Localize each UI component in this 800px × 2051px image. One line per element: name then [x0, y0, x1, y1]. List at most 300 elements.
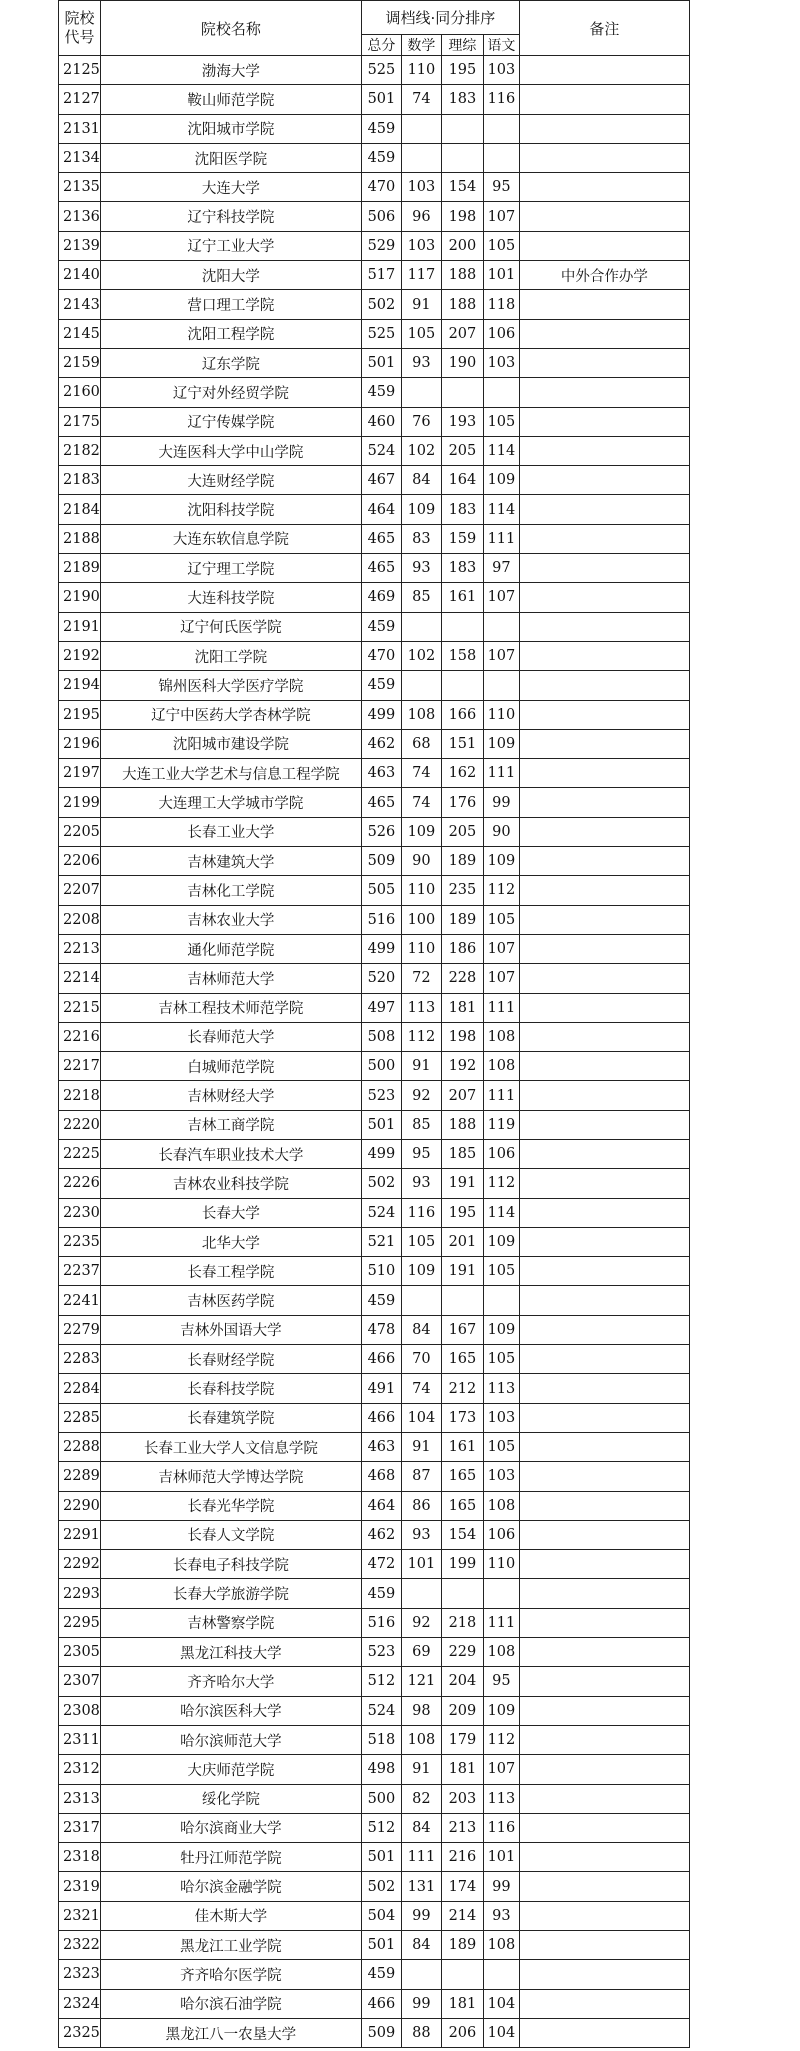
table-row	[59, 231, 690, 260]
table-row	[59, 964, 690, 993]
table-row	[59, 1169, 690, 1198]
score-table-container	[58, 0, 690, 2048]
header-score-group: 调档线·同分排序	[361, 1, 519, 35]
cell-chinese: 118	[483, 290, 519, 319]
cell-science: 190	[441, 348, 483, 377]
cell-math: 86	[401, 1491, 441, 1520]
table-row	[59, 1872, 690, 1901]
cell-math: 92	[401, 1608, 441, 1637]
table-row	[59, 1813, 690, 1842]
cell-chinese: 114	[483, 495, 519, 524]
cell-math: 131	[401, 1872, 441, 1901]
cell-total: 472	[361, 1550, 401, 1579]
table-row	[59, 905, 690, 934]
cell-total: 501	[361, 1110, 401, 1139]
cell-total: 501	[361, 1843, 401, 1872]
cell-total: 466	[361, 1403, 401, 1432]
table-row	[59, 348, 690, 377]
cell-chinese: 113	[483, 1784, 519, 1813]
header-total: 总分	[361, 35, 401, 56]
cell-science: 183	[441, 85, 483, 114]
cell-total: 525	[361, 56, 401, 85]
cell-chinese: 106	[483, 319, 519, 348]
cell-chinese: 97	[483, 554, 519, 583]
cell-chinese: 95	[483, 173, 519, 202]
cell-total: 462	[361, 1520, 401, 1549]
cell-total: 509	[361, 2018, 401, 2047]
cell-math: 110	[401, 56, 441, 85]
cell-math: 103	[401, 231, 441, 260]
cell-math: 82	[401, 1784, 441, 1813]
cell-school-code: 2216	[59, 1022, 101, 1051]
cell-chinese: 107	[483, 583, 519, 612]
cell-total: 508	[361, 1022, 401, 1051]
cell-science: 216	[441, 1843, 483, 1872]
table-row	[59, 1491, 690, 1520]
cell-note	[519, 759, 689, 788]
table-row	[59, 495, 690, 524]
cell-school-code: 2197	[59, 759, 101, 788]
cell-note	[519, 1755, 689, 1784]
cell-note	[519, 1286, 689, 1315]
cell-math	[401, 1579, 441, 1608]
cell-note	[519, 1579, 689, 1608]
cell-note	[519, 495, 689, 524]
cell-chinese: 105	[483, 407, 519, 436]
cell-total: 459	[361, 671, 401, 700]
cell-total: 516	[361, 1608, 401, 1637]
cell-note	[519, 436, 689, 465]
cell-math	[401, 143, 441, 172]
cell-math: 111	[401, 1843, 441, 1872]
cell-school-code: 2143	[59, 290, 101, 319]
cell-total: 497	[361, 993, 401, 1022]
cell-school-code: 2215	[59, 993, 101, 1022]
cell-school-code: 2139	[59, 231, 101, 260]
cell-school-code: 2213	[59, 934, 101, 963]
cell-note	[519, 1725, 689, 1754]
cell-chinese: 104	[483, 2018, 519, 2047]
cell-school-name: 长春光华学院	[100, 1491, 361, 1520]
cell-note	[519, 1550, 689, 1579]
cell-note	[519, 231, 689, 260]
table-row	[59, 524, 690, 553]
cell-chinese: 119	[483, 1110, 519, 1139]
cell-math	[401, 378, 441, 407]
cell-math: 121	[401, 1667, 441, 1696]
cell-science: 195	[441, 1198, 483, 1227]
cell-science: 167	[441, 1315, 483, 1344]
cell-science: 214	[441, 1901, 483, 1930]
cell-school-name: 沈阳城市学院	[100, 114, 361, 143]
cell-science: 195	[441, 56, 483, 85]
table-row	[59, 554, 690, 583]
cell-chinese: 105	[483, 905, 519, 934]
cell-science: 188	[441, 1110, 483, 1139]
cell-total: 523	[361, 1638, 401, 1667]
table-row	[59, 847, 690, 876]
cell-school-name: 沈阳工程学院	[100, 319, 361, 348]
cell-school-code: 2241	[59, 1286, 101, 1315]
cell-chinese: 104	[483, 1989, 519, 2018]
cell-science: 186	[441, 934, 483, 963]
cell-school-code: 2237	[59, 1257, 101, 1286]
cell-school-name: 大连财经学院	[100, 466, 361, 495]
cell-school-code: 2307	[59, 1667, 101, 1696]
cell-school-code: 2317	[59, 1813, 101, 1842]
cell-total: 466	[361, 1345, 401, 1374]
cell-chinese: 108	[483, 1638, 519, 1667]
cell-total: 501	[361, 1931, 401, 1960]
cell-school-code: 2136	[59, 202, 101, 231]
cell-science	[441, 378, 483, 407]
cell-note	[519, 143, 689, 172]
cell-school-name: 沈阳科技学院	[100, 495, 361, 524]
cell-school-name: 营口理工学院	[100, 290, 361, 319]
cell-school-name: 长春工业大学人文信息学院	[100, 1432, 361, 1461]
cell-school-code: 2159	[59, 348, 101, 377]
cell-school-name: 长春人文学院	[100, 1520, 361, 1549]
cell-note	[519, 876, 689, 905]
cell-math: 117	[401, 261, 441, 290]
cell-science	[441, 1286, 483, 1315]
cell-school-code: 2194	[59, 671, 101, 700]
cell-total: 529	[361, 231, 401, 260]
cell-math: 108	[401, 700, 441, 729]
cell-note	[519, 788, 689, 817]
cell-note	[519, 729, 689, 758]
cell-chinese: 106	[483, 1139, 519, 1168]
cell-chinese: 106	[483, 1520, 519, 1549]
table-row	[59, 1374, 690, 1403]
cell-note	[519, 641, 689, 670]
cell-note	[519, 1139, 689, 1168]
cell-total: 504	[361, 1901, 401, 1930]
table-row	[59, 641, 690, 670]
cell-science: 179	[441, 1725, 483, 1754]
header-note: 备注	[519, 1, 689, 56]
cell-science: 151	[441, 729, 483, 758]
cell-science	[441, 1960, 483, 1989]
cell-total: 526	[361, 817, 401, 846]
cell-note	[519, 1813, 689, 1842]
cell-school-name: 吉林农业科技学院	[100, 1169, 361, 1198]
cell-total: 469	[361, 583, 401, 612]
cell-school-code: 2293	[59, 1579, 101, 1608]
cell-chinese: 114	[483, 1198, 519, 1227]
cell-school-code: 2235	[59, 1227, 101, 1256]
cell-school-name: 大连大学	[100, 173, 361, 202]
cell-note	[519, 1432, 689, 1461]
cell-science: 192	[441, 1052, 483, 1081]
cell-math: 103	[401, 173, 441, 202]
cell-math: 95	[401, 1139, 441, 1168]
cell-school-name: 吉林医药学院	[100, 1286, 361, 1315]
cell-total: 464	[361, 1491, 401, 1520]
cell-school-name: 吉林农业大学	[100, 905, 361, 934]
cell-chinese: 111	[483, 1608, 519, 1637]
cell-school-name: 吉林警察学院	[100, 1608, 361, 1637]
cell-note	[519, 524, 689, 553]
cell-chinese: 111	[483, 1081, 519, 1110]
cell-note	[519, 202, 689, 231]
cell-chinese: 109	[483, 729, 519, 758]
cell-total: 499	[361, 934, 401, 963]
table-row	[59, 1843, 690, 1872]
table-body	[59, 56, 690, 2048]
cell-total: 463	[361, 759, 401, 788]
cell-chinese: 108	[483, 1491, 519, 1520]
table-row	[59, 1725, 690, 1754]
cell-note	[519, 173, 689, 202]
cell-science: 154	[441, 173, 483, 202]
cell-school-name: 北华大学	[100, 1227, 361, 1256]
cell-chinese: 105	[483, 1345, 519, 1374]
cell-science: 209	[441, 1696, 483, 1725]
cell-science: 200	[441, 231, 483, 260]
cell-school-code: 2199	[59, 788, 101, 817]
cell-chinese: 111	[483, 524, 519, 553]
cell-science: 229	[441, 1638, 483, 1667]
cell-total: 459	[361, 1286, 401, 1315]
cell-chinese: 93	[483, 1901, 519, 1930]
cell-note	[519, 114, 689, 143]
cell-school-name: 哈尔滨商业大学	[100, 1813, 361, 1842]
cell-school-code: 2125	[59, 56, 101, 85]
cell-chinese: 103	[483, 1403, 519, 1432]
cell-math	[401, 671, 441, 700]
cell-chinese: 95	[483, 1667, 519, 1696]
cell-science: 203	[441, 1784, 483, 1813]
header-science: 理综	[441, 35, 483, 56]
cell-math: 83	[401, 524, 441, 553]
cell-chinese: 107	[483, 1755, 519, 1784]
cell-note	[519, 319, 689, 348]
cell-school-code: 2225	[59, 1139, 101, 1168]
cell-math: 68	[401, 729, 441, 758]
cell-school-code: 2184	[59, 495, 101, 524]
cell-math: 113	[401, 993, 441, 1022]
table-row	[59, 759, 690, 788]
cell-math: 93	[401, 1520, 441, 1549]
cell-note	[519, 1022, 689, 1051]
cell-school-code: 2284	[59, 1374, 101, 1403]
cell-math: 98	[401, 1696, 441, 1725]
cell-school-name: 长春师范大学	[100, 1022, 361, 1051]
cell-school-code: 2140	[59, 261, 101, 290]
cell-school-name: 绥化学院	[100, 1784, 361, 1813]
cell-school-code: 2318	[59, 1843, 101, 1872]
cell-note	[519, 1638, 689, 1667]
table-row	[59, 466, 690, 495]
cell-school-code: 2312	[59, 1755, 101, 1784]
cell-math: 104	[401, 1403, 441, 1432]
cell-school-name: 齐齐哈尔大学	[100, 1667, 361, 1696]
cell-chinese	[483, 612, 519, 641]
cell-science	[441, 143, 483, 172]
cell-total: 524	[361, 436, 401, 465]
cell-math: 72	[401, 964, 441, 993]
cell-school-name: 吉林建筑大学	[100, 847, 361, 876]
cell-school-name: 哈尔滨师范大学	[100, 1725, 361, 1754]
cell-chinese: 107	[483, 964, 519, 993]
cell-chinese: 90	[483, 817, 519, 846]
cell-school-code: 2183	[59, 466, 101, 495]
cell-chinese: 105	[483, 231, 519, 260]
cell-total: 505	[361, 876, 401, 905]
cell-school-code: 2279	[59, 1315, 101, 1344]
table-row	[59, 1081, 690, 1110]
cell-chinese	[483, 671, 519, 700]
cell-school-code: 2305	[59, 1638, 101, 1667]
cell-science: 188	[441, 261, 483, 290]
cell-science: 198	[441, 202, 483, 231]
cell-chinese: 99	[483, 788, 519, 817]
cell-science: 218	[441, 1608, 483, 1637]
cell-total: 516	[361, 905, 401, 934]
cell-note	[519, 612, 689, 641]
table-row	[59, 1286, 690, 1315]
cell-science: 165	[441, 1491, 483, 1520]
cell-chinese	[483, 1286, 519, 1315]
cell-note	[519, 1696, 689, 1725]
cell-math	[401, 612, 441, 641]
table-row	[59, 1931, 690, 1960]
cell-note	[519, 1491, 689, 1520]
cell-total: 500	[361, 1784, 401, 1813]
cell-math: 93	[401, 554, 441, 583]
table-row	[59, 817, 690, 846]
cell-total: 510	[361, 1257, 401, 1286]
cell-school-name: 渤海大学	[100, 56, 361, 85]
cell-note	[519, 1901, 689, 1930]
cell-chinese: 108	[483, 1931, 519, 1960]
cell-science: 162	[441, 759, 483, 788]
cell-total: 517	[361, 261, 401, 290]
cell-science: 188	[441, 290, 483, 319]
cell-chinese: 111	[483, 759, 519, 788]
header-school-name: 院校名称	[100, 1, 361, 56]
cell-note	[519, 1872, 689, 1901]
cell-math: 85	[401, 583, 441, 612]
cell-school-code: 2313	[59, 1784, 101, 1813]
cell-school-name: 长春大学旅游学院	[100, 1579, 361, 1608]
cell-school-code: 2292	[59, 1550, 101, 1579]
cell-note	[519, 1960, 689, 1989]
cell-total: 459	[361, 1579, 401, 1608]
cell-total: 506	[361, 202, 401, 231]
cell-science: 183	[441, 554, 483, 583]
table-row	[59, 1638, 690, 1667]
table-row	[59, 729, 690, 758]
cell-math: 102	[401, 436, 441, 465]
cell-chinese	[483, 114, 519, 143]
table-row	[59, 1257, 690, 1286]
cell-school-code: 2214	[59, 964, 101, 993]
cell-science: 205	[441, 817, 483, 846]
cell-school-code: 2195	[59, 700, 101, 729]
table-row	[59, 993, 690, 1022]
cell-chinese	[483, 378, 519, 407]
table-row	[59, 290, 690, 319]
cell-science: 161	[441, 1432, 483, 1461]
cell-math: 76	[401, 407, 441, 436]
cell-chinese: 112	[483, 876, 519, 905]
cell-science: 213	[441, 1813, 483, 1842]
cell-school-code: 2283	[59, 1345, 101, 1374]
cell-note	[519, 554, 689, 583]
cell-school-code: 2188	[59, 524, 101, 553]
cell-school-code: 2218	[59, 1081, 101, 1110]
cell-chinese: 101	[483, 1843, 519, 1872]
cell-school-name: 佳木斯大学	[100, 1901, 361, 1930]
cell-science: 166	[441, 700, 483, 729]
cell-science: 173	[441, 1403, 483, 1432]
cell-school-code: 2191	[59, 612, 101, 641]
cell-math: 110	[401, 876, 441, 905]
cell-total: 465	[361, 788, 401, 817]
cell-total: 465	[361, 554, 401, 583]
cell-school-name: 辽宁科技学院	[100, 202, 361, 231]
cell-school-name: 齐齐哈尔医学院	[100, 1960, 361, 1989]
cell-total: 478	[361, 1315, 401, 1344]
cell-chinese	[483, 143, 519, 172]
cell-chinese: 109	[483, 1227, 519, 1256]
cell-math: 74	[401, 759, 441, 788]
cell-total: 502	[361, 1872, 401, 1901]
header-school-code	[59, 1, 101, 56]
table-row	[59, 612, 690, 641]
cell-chinese: 109	[483, 466, 519, 495]
cell-note	[519, 1403, 689, 1432]
cell-school-name: 牡丹江师范学院	[100, 1843, 361, 1872]
cell-school-name: 辽东学院	[100, 348, 361, 377]
table-row	[59, 1608, 690, 1637]
cell-science: 161	[441, 583, 483, 612]
cell-total: 509	[361, 847, 401, 876]
cell-math: 99	[401, 1901, 441, 1930]
cell-total: 470	[361, 173, 401, 202]
cell-school-name: 沈阳医学院	[100, 143, 361, 172]
cell-math: 99	[401, 1989, 441, 2018]
cell-note	[519, 1843, 689, 1872]
cell-school-name: 辽宁何氏医学院	[100, 612, 361, 641]
cell-school-code: 2308	[59, 1696, 101, 1725]
cell-total: 465	[361, 524, 401, 553]
table-row	[59, 1462, 690, 1491]
cell-math: 112	[401, 1022, 441, 1051]
table-row	[59, 1227, 690, 1256]
cell-science: 181	[441, 1989, 483, 2018]
cell-note	[519, 1227, 689, 1256]
table-row	[59, 1989, 690, 2018]
cell-science: 189	[441, 1931, 483, 1960]
cell-math: 101	[401, 1550, 441, 1579]
cell-school-name: 白城师范学院	[100, 1052, 361, 1081]
cell-math: 110	[401, 934, 441, 963]
table-row	[59, 1052, 690, 1081]
cell-total: 499	[361, 1139, 401, 1168]
cell-math: 105	[401, 1227, 441, 1256]
cell-school-code: 2319	[59, 1872, 101, 1901]
table-row	[59, 583, 690, 612]
cell-note	[519, 378, 689, 407]
cell-school-name: 鞍山师范学院	[100, 85, 361, 114]
table-row	[59, 56, 690, 85]
cell-school-code: 2206	[59, 847, 101, 876]
cell-total: 467	[361, 466, 401, 495]
cell-school-name: 辽宁对外经贸学院	[100, 378, 361, 407]
